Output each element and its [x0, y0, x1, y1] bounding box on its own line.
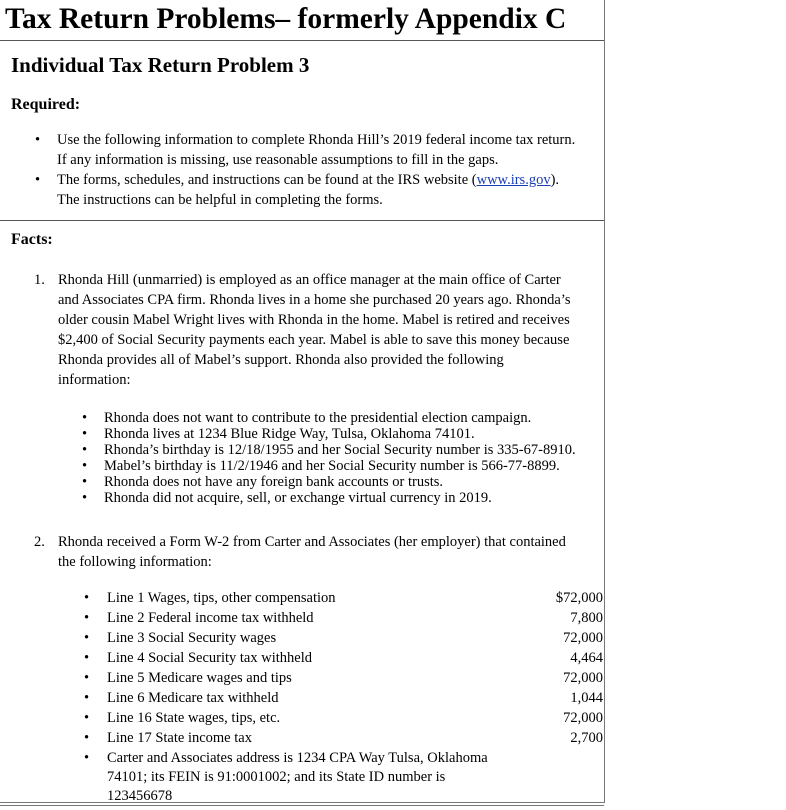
facts-heading: Facts: — [11, 231, 53, 248]
w2-line-label: Line 2 Federal income tax withheld — [107, 610, 314, 626]
irs-website-link[interactable]: www.irs.gov — [476, 172, 551, 188]
table-row — [84, 688, 603, 708]
problem-title: Individual Tax Return Problem 3 — [11, 53, 310, 77]
w2-line-label: Line 5 Medicare wages and tips — [107, 670, 292, 686]
list-item: • Mabel’s birthday is 11/2/1946 and her Social Security number is 566-77-8899. — [82, 458, 576, 474]
table-row — [84, 608, 603, 628]
table-row — [84, 668, 603, 688]
w2-line-label: Line 17 State income tax — [107, 730, 252, 746]
fact-number: 1. — [34, 272, 45, 288]
required-item: • The forms, schedules, and instructions can be found at the IRS website (www.irs.gov). The instructions can be helpful in completing the forms. — [35, 170, 575, 210]
w2-line-label: Line 6 Medicare tax withheld — [107, 690, 279, 706]
list-item: • Rhonda’s birthday is 12/18/1955 and her Social Security number is 335-67-8910. — [82, 442, 576, 458]
w2-line-label: Line 1 Wages, tips, other compensation — [107, 590, 336, 606]
table-row — [84, 648, 603, 668]
list-item: • Rhonda does not want to contribute to the presidential election campaign. — [82, 410, 576, 426]
w2-line-label: Line 16 State wages, tips, etc. — [107, 710, 281, 726]
fact-number: 2. — [34, 534, 45, 550]
list-item: • Rhonda did not acquire, sell, or exchange virtual currency in 2019. — [82, 490, 576, 506]
w2-table — [84, 588, 603, 806]
fact-1-bullets — [82, 410, 576, 506]
w2-line-amount: 2,700 — [570, 730, 603, 746]
employer-address-item: • Carter and Associates address is 1234 CPA Way Tulsa, Oklahoma 74101; its FEIN is 91:0001002; and its State ID number is 123456678 — [84, 748, 603, 806]
fact-2-text: Rhonda received a Form W-2 from Carter and Associates (her employer) that contained the following information: — [58, 534, 566, 570]
section-divider — [0, 220, 604, 221]
w2-line-amount: 72,000 — [563, 670, 603, 686]
required-heading: Required: — [11, 96, 81, 113]
w2-line-amount: $72,000 — [555, 590, 603, 606]
table-row — [84, 588, 603, 608]
table-row — [84, 708, 603, 728]
table-row — [84, 728, 603, 748]
list-item: • Rhonda lives at 1234 Blue Ridge Way, Tulsa, Oklahoma 74101. — [82, 426, 576, 442]
required-list — [35, 130, 575, 210]
page-title: Tax Return Problems– formerly Appendix C — [5, 3, 567, 35]
w2-line-amount: 1,044 — [570, 690, 603, 706]
w2-line-amount: 72,000 — [563, 630, 603, 646]
list-item: • Rhonda does not have any foreign bank accounts or trusts. — [82, 474, 576, 490]
w2-line-amount: 7,800 — [570, 610, 603, 626]
w2-line-amount: 72,000 — [563, 710, 603, 726]
required-item: • Use the following information to complete Rhonda Hill’s 2019 federal income tax return. If any information is missing, use reasonable assumptions to fill in the gaps. — [35, 130, 575, 170]
w2-line-amount: 4,464 — [570, 650, 603, 666]
w2-line-label: Line 3 Social Security wages — [107, 630, 277, 646]
title-divider — [0, 40, 604, 41]
w2-line-label: Line 4 Social Security tax withheld — [107, 650, 312, 666]
fact-1-text: Rhonda Hill (unmarried) is employed as an office manager at the main office of Carter and Associates CPA firm. Rhonda lives in a home she purchased 20 years ago. Rhonda’s older cousin Mabel Wright lives with Rhonda in the home. Mabel is retired and receives $2,400 of Social Security payments each year. Mabel is able to save this money because Rhonda provides all of Mabel’s support. Rhonda also provided the following information: — [58, 272, 571, 388]
table-row — [84, 628, 603, 648]
